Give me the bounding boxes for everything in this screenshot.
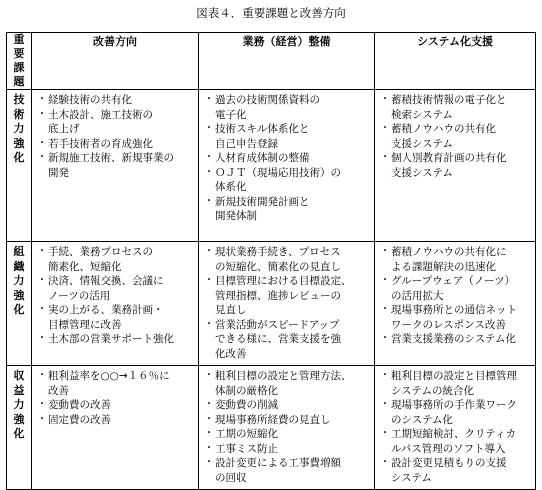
list-item-line: ・ 土木設計、施工技術の [48,108,153,121]
list-item-line: よる課題解決の迅速化 [391,260,496,273]
list-item-line: ・ 蓄積技術情報の電子化と [391,94,507,106]
list-item-line: ・ 工期短縮検討、クリティカ [391,428,516,440]
list-item-line: ・ 工期の短縮化 [215,428,278,440]
list-item [38,369,194,398]
list-item-line: 支援システム [391,166,453,179]
row-heading-char: 強 [13,412,25,426]
list-item [205,318,370,362]
list-item-line: 体系化 [215,181,247,193]
table-row-technology [7,90,536,242]
list-item-line: の活用拡大 [391,289,444,302]
row-heading-char: 化 [13,427,25,440]
header-row [7,33,536,90]
list-item-line: 改善 [48,384,69,397]
list-item-line: 簡素化、短縮化 [48,260,122,273]
corner-char: 題 [13,75,25,88]
list-item-line: ・ 固定費の改善 [48,413,111,426]
list-item-line: ・ 設計変更見積もりの支援 [391,457,507,469]
list-item-line: 開発体制 [215,210,257,222]
row-heading-technology [7,90,32,242]
list-item-line: ・ 決済、情報交換、会議に [48,275,164,287]
list-item [381,303,531,332]
list-item [38,137,194,152]
list-item-line: ・ 蓄積ノウハウの共有化に [391,246,507,258]
list-item [38,245,194,274]
list-item [381,93,531,122]
column-header-business: 業務（経営）整備 [199,33,375,90]
list-item-line: ・ 土木部の営業サポート強化 [48,333,174,345]
row-heading-char: 力 [13,122,25,135]
bullet-list [32,90,198,184]
cell-technology-col1 [32,90,199,242]
bullet-list [199,366,374,489]
row-heading-char: 術 [13,107,25,121]
list-item-line: ・ 営業支援業務のシステム化 [391,333,516,345]
table-row-organization [7,242,536,366]
bullet-list [199,242,374,365]
list-item-line: ・ ＯＪＴ（現場応用技術）の [215,166,341,179]
list-item [38,274,194,303]
cell-technology-col3 [375,90,536,242]
list-item-line: ・ 実の上がる、業務計画・ [48,304,164,316]
list-item [205,369,370,398]
list-item-line: の短縮化、簡素化の見直し [215,260,341,273]
list-item-line: ・ 粗利目標の設定と管理方法、 [215,370,352,382]
list-item [381,274,531,303]
bullet-list [199,90,374,228]
list-item-line: ・ 新規施工技術、新規事業の [48,152,174,164]
list-item-line: ・ 目標管理における目標設定、 [215,275,352,287]
corner-char: 重 [13,33,25,46]
list-item-line: システムの統合化 [391,384,474,397]
list-item-line: ワークのレスポンス改善 [391,318,506,331]
list-item-line: 電子化 [215,108,247,121]
list-item [205,398,370,413]
row-heading-char: 組 [13,245,25,258]
list-item [205,413,370,428]
bullet-list [32,242,198,351]
list-item-line: 支援システム [391,137,453,150]
list-item [38,151,194,180]
list-item-line: ・ 変動費の削減 [215,399,278,411]
list-item [205,456,370,485]
list-item [381,398,531,427]
bullet-list [375,90,535,184]
list-item-line: のシステム化 [391,413,453,426]
list-item [205,195,370,224]
corner-char: 課 [13,61,25,74]
list-item [205,93,370,122]
list-item [205,151,370,166]
list-item [38,332,194,347]
corner-header [7,33,32,90]
list-item-line: 化改善 [215,347,247,360]
list-item [38,413,194,428]
bullet-list [375,366,535,489]
list-item [205,274,370,318]
list-item-line: ノーツの活用 [48,289,111,302]
row-heading-char: 力 [13,398,25,411]
row-heading-char: 収 [13,369,25,382]
list-item-line: できる様に、営業支援を強 [215,333,341,345]
list-item [205,122,370,151]
bullet-list [32,366,198,431]
list-item-line: 底上げ [48,123,80,135]
list-item [381,332,531,347]
list-item [205,166,370,195]
list-item-line: ・ 蓄積ノウハウの共有化 [391,123,496,135]
row-heading-char: 益 [13,383,25,397]
list-item-line: 体制の厳格化 [215,384,278,397]
list-item [38,93,194,108]
issues-table [6,32,536,490]
cell-organization-col1 [32,242,199,366]
bullet-list [375,242,535,351]
list-item-line: ・ グループウェア（ノーツ） [391,275,516,287]
list-item-line: ・ 設計変更による工事費増額 [215,457,341,469]
list-item [205,245,370,274]
row-heading-char: 化 [13,151,25,164]
row-heading-char: 力 [13,274,25,287]
cell-profitability-col2 [199,366,375,490]
list-item-line: ・ 過去の技術関係資料の [215,94,320,106]
list-item [381,122,531,151]
row-heading-profitability [7,366,32,490]
list-item-line: ・ 粗利目標の設定と目標管理 [391,370,517,382]
list-item-line: ・ 現状業務手続き、プロセス [215,246,341,258]
list-item [381,245,531,274]
list-item-line: 目標管理に改善 [48,318,122,331]
list-item-line: 開発 [48,166,69,179]
list-item [381,369,531,398]
list-item-line: ・ 人材育成体制の整備 [215,152,310,164]
list-item-line: ・ 個人別教育計画の共有化 [391,152,507,164]
list-item-line: ・ 営業活動がスピードアップ [215,318,340,331]
cell-organization-col2 [199,242,375,366]
cell-organization-col3 [375,242,536,366]
list-item [38,303,194,332]
list-item-line: ・ 工事ミス防止 [215,442,278,455]
list-item [381,456,531,485]
list-item [381,427,531,456]
table-body [7,90,536,490]
cell-technology-col2 [199,90,375,242]
row-heading-char: 技 [13,93,25,106]
list-item-line: ・ 現場事務所の手作業ワーク [391,399,517,411]
row-heading-char: 織 [13,259,25,273]
column-header-improvement: 改善方向 [32,33,199,90]
list-item [38,108,194,137]
list-item-line: ・ 経験技術の共有化 [48,94,132,106]
row-heading-char: 強 [13,136,25,150]
list-item-line: の回収 [215,471,247,484]
list-item-line: ・ 新規技術開発計画と [215,195,310,208]
table-row-profitability [7,366,536,490]
list-item-line: ・ 現場事務所経費の見直し [215,413,331,426]
list-item [381,151,531,180]
list-item-line: ・ 若手技術者の育成強化 [48,137,153,150]
list-item-line: 管理指標、進捗レビューの [215,289,341,302]
list-item-line: ・ 現場事務所との通信ネット [391,304,517,316]
row-heading-char: 化 [13,303,25,316]
list-item-line: ・ 粗利益率を○○→１６％に [48,370,170,382]
list-item-line: ルパス管理のソフト導入 [391,442,506,455]
corner-char: 要 [13,47,25,60]
list-item-line: ・ 技術スキル体系化と [215,123,310,135]
list-item-line: システム [391,471,432,484]
cell-profitability-col1 [32,366,199,490]
cell-profitability-col3 [375,366,536,490]
list-item-line: ・ 変動費の改善 [48,399,111,411]
list-item [38,398,194,413]
list-item [205,427,370,442]
list-item-line: 自己申告登録 [215,137,278,150]
table-caption: 図表４．重要課題と改善方向 [196,6,346,20]
row-heading-organization [7,242,32,366]
list-item-line: 検索システム [391,108,453,121]
list-item-line: 見直し [215,304,247,316]
list-item-line: ・ 手続、業務プロセスの [48,246,153,258]
list-item [205,442,370,457]
column-header-system: システム化支援 [375,33,536,90]
row-heading-char: 強 [13,288,25,302]
